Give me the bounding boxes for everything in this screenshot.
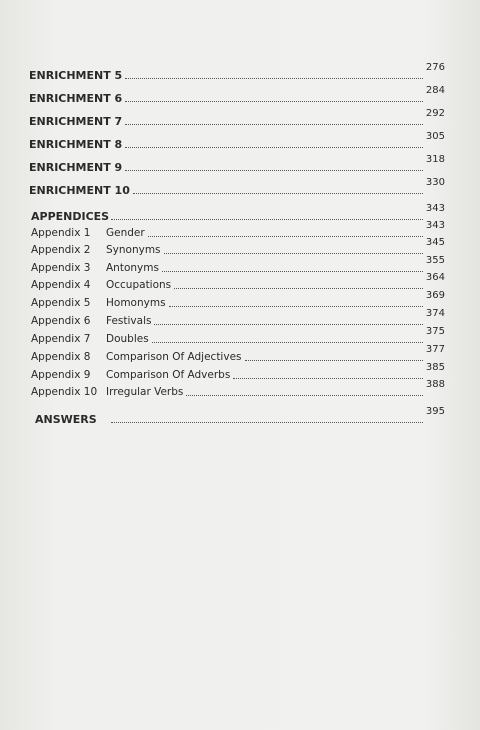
toc-entry-title: ENRICHMENT 6 — [29, 92, 123, 105]
toc-entry-enrichment-10 — [29, 177, 445, 197]
dot-leader — [133, 192, 423, 194]
dot-leader — [162, 270, 423, 272]
dot-leader — [245, 359, 423, 361]
dot-leader — [111, 218, 423, 220]
toc-page-number: 385 — [425, 362, 445, 373]
toc-page-number: 305 — [425, 131, 445, 142]
toc-entry-enrichment-5 — [29, 62, 445, 82]
appendix-label: Appendix 2 — [31, 244, 91, 256]
appendix-label: Appendix 4 — [31, 279, 91, 291]
appendix-topic: Antonyms — [106, 262, 159, 274]
appendix-label: Appendix 10 — [31, 386, 98, 398]
appendix-label: Appendix 5 — [31, 297, 91, 309]
toc-page-number: 276 — [425, 62, 445, 73]
dot-leader — [125, 100, 423, 102]
toc-page-number: 318 — [425, 154, 445, 165]
toc-page-number: 292 — [425, 108, 445, 119]
toc-entry-title: ENRICHMENT 5 — [29, 69, 123, 82]
toc-entry-title: ENRICHMENT 8 — [29, 138, 123, 151]
toc-page-number: 374 — [425, 308, 445, 319]
toc-entry-appendices — [31, 203, 445, 223]
dot-leader — [125, 123, 423, 125]
toc-entry-appendix-4 — [31, 272, 445, 292]
toc-page-number: 388 — [425, 379, 445, 390]
dot-leader — [125, 169, 423, 171]
toc-entry-enrichment-8 — [29, 131, 445, 151]
dot-leader — [233, 377, 423, 379]
appendix-topic: Doubles — [106, 333, 149, 345]
dot-leader — [186, 394, 423, 396]
toc-page-number: 343 — [425, 220, 445, 231]
toc-page-number: 377 — [425, 344, 445, 355]
toc-entry-appendix-5 — [31, 290, 445, 310]
toc-page-number: 284 — [425, 85, 445, 96]
toc-entry-appendix-3 — [31, 255, 445, 275]
appendix-topic: Comparison Of Adjectives — [106, 351, 242, 363]
toc-entry-appendix-7 — [31, 326, 445, 346]
appendix-topic: Occupations — [106, 279, 172, 291]
toc-entry-appendix-1 — [31, 220, 445, 240]
appendix-topic: Comparison Of Adverbs — [106, 369, 231, 381]
dot-leader — [152, 341, 423, 343]
toc-entry-enrichment-6 — [29, 85, 445, 105]
toc-page-number: 369 — [425, 290, 445, 301]
appendix-label: Appendix 8 — [31, 351, 91, 363]
toc-section-title: APPENDICES — [31, 210, 110, 223]
toc-page-number: 343 — [425, 203, 445, 214]
toc-entry-appendix-9 — [31, 362, 445, 382]
toc-entry-appendix-10 — [31, 379, 445, 399]
toc-page-number: 345 — [425, 237, 445, 248]
toc-page-number: 364 — [425, 272, 445, 283]
appendix-label: Appendix 1 — [31, 227, 91, 239]
dot-leader — [111, 421, 423, 423]
appendix-topic: Homonyms — [106, 297, 166, 309]
dot-leader — [148, 235, 423, 237]
toc-entry-appendix-8 — [31, 344, 445, 364]
toc-entry-title: ENRICHMENT 10 — [29, 184, 130, 197]
toc-page-number: 355 — [425, 255, 445, 266]
dot-leader — [174, 287, 423, 289]
toc-entry-appendix-6 — [31, 308, 445, 328]
toc-section-title: ANSWERS — [35, 413, 97, 426]
toc-page-number: 330 — [425, 177, 445, 188]
toc-entry-title: ENRICHMENT 7 — [29, 115, 123, 128]
dot-leader — [125, 77, 423, 79]
toc-entry-appendix-2 — [31, 237, 445, 257]
appendix-topic: Festivals — [106, 315, 152, 327]
dot-leader — [169, 305, 423, 307]
dot-leader — [154, 323, 422, 325]
toc-entry-enrichment-7 — [29, 108, 445, 128]
appendix-topic: Synonyms — [106, 244, 161, 256]
appendix-topic: Irregular Verbs — [106, 386, 184, 398]
appendix-label: Appendix 9 — [31, 369, 91, 381]
dot-leader — [164, 252, 423, 254]
toc-page-number: 375 — [425, 326, 445, 337]
toc-entry-title: ENRICHMENT 9 — [29, 161, 123, 174]
appendix-topic: Gender — [106, 227, 145, 239]
toc-page-number: 395 — [425, 406, 445, 417]
appendix-label: Appendix 6 — [31, 315, 91, 327]
toc-entry-answers — [35, 406, 445, 426]
dot-leader — [125, 146, 423, 148]
toc-entry-enrichment-9 — [29, 154, 445, 174]
appendix-label: Appendix 7 — [31, 333, 91, 345]
appendix-label: Appendix 3 — [31, 262, 91, 274]
